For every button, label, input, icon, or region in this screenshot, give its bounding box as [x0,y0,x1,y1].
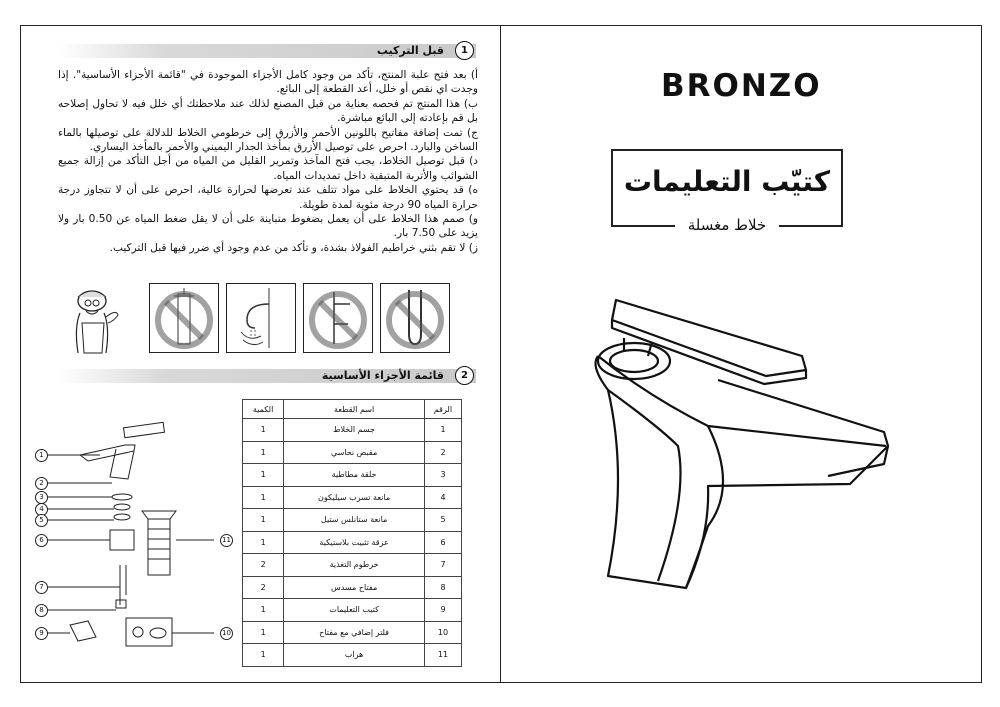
plumber-mascot-icon [64,283,128,355]
illustration-no-damage [149,283,219,353]
callout-6: 6 [35,534,48,547]
illustration-no-heat [303,283,373,353]
cell-quantity: 1 [243,599,284,622]
instruction-a: أ) بعد فتح علبة المنتج، تأكد من وجود كامل الأجزاء الموجودة في "قائمة الأجزاء الأساسية". إذا وجدت اي نقص أو خلل، أعد القطعة إلى البائع. [58,69,478,96]
cell-part-name: فلتر إضافي مع مفتاح [284,621,425,644]
cell-number: 6 [424,531,461,554]
table-row [243,509,462,532]
section-title: قبل التركيب [376,44,444,57]
header-quantity: الكمية [243,400,284,419]
cell-number: 5 [424,509,461,532]
callout-11: 11 [220,534,233,547]
cell-number: 11 [424,644,461,667]
instructions-text [58,68,478,255]
table-row [243,554,462,577]
section-number: 2 [455,366,474,385]
section-title: قائمة الأجزاء الأساسية [321,369,444,382]
cell-part-name: جسم الخلاط [284,419,425,442]
cell-part-name: كتيب التعليمات [284,599,425,622]
booklet-title: كتيّب التعليمات [623,165,831,198]
table-row [243,464,462,487]
cell-quantity: 1 [243,419,284,442]
faucet-illustration [588,296,898,596]
callout-2: 2 [35,477,48,490]
cell-number: 10 [424,621,461,644]
cell-part-name: مانعة تسرب سيليكون [284,486,425,509]
callout-10: 10 [220,627,233,640]
instruction-f: و) صمم هذا الخلاط على أن يعمل بضغوط متباينة على أن لا يقل ضغط المياه عن 0.50 بار ولا يزيد على 7.50 بار. [58,213,479,240]
callout-8: 8 [35,604,48,617]
parts-exploded-diagram [30,415,240,655]
cell-part-name: مقبض نحاسي [284,441,425,464]
cell-quantity: 1 [243,464,284,487]
cell-part-name: مانعة ستانلس ستيل [284,509,425,532]
brand-logo: BRONZO [661,68,822,104]
section-number: 1 [455,41,474,60]
instruction-c: ج) تمت إضافة مفاتيح باللونين الأحمر والأزرق إلى خرطومي الخلاط للدلالة على توصيلها بالماء الساخن والبارد. احرص على توصيل الأزرق بمأخذ الجدار اليميني والأحمر بالمأخذ اليساري. [58,126,478,154]
callout-1: 1 [35,449,48,462]
table-row [243,576,462,599]
instruction-d: د) قبل توصيل الخلاط، يجب فتح المآخذ وتمرير القليل من المياه من أجل التأكد من إزالة جميع الشوائب والأتربة المتبقية داخل تمديدات المياه. [58,155,478,182]
cell-number: 3 [424,464,461,487]
cell-quantity: 1 [243,441,284,464]
table-row [243,486,462,509]
cell-quantity: 1 [243,621,284,644]
instruction-e: ه) قد يحتوي الخلاط على مواد تتلف عند تعرضها لحرارة عالية، احرص على أن لا تتجاوز درجة حرارة المياه 90 درجة مئوية لمدة طويلة. [58,184,478,211]
cell-part-name: هراب [284,644,425,667]
cell-part-name: حلقة مطاطية [284,464,425,487]
table-row [243,599,462,622]
cell-number: 9 [424,599,461,622]
section-header-parts-list [58,369,476,383]
callout-5: 5 [35,514,48,527]
callout-7: 7 [35,581,48,594]
table-row [243,419,462,442]
cell-quantity: 2 [243,576,284,599]
cell-quantity: 1 [243,644,284,667]
header-number: الرقم [424,400,461,419]
cell-number: 2 [424,441,461,464]
cell-part-name: عزقة تثبيت بلاستيكية [284,531,425,554]
callout-9: 9 [35,627,48,640]
cell-number: 4 [424,486,461,509]
cell-number: 7 [424,554,461,577]
parts-table [242,399,462,667]
instruction-g: ز) لا تقم بثني خراطيم الفولاذ بشدة، و تأكد من عدم وجود أي ضرر فيها قبل التركيب. [109,241,478,254]
illustration-flush-pipes [226,283,296,353]
cell-quantity: 1 [243,531,284,554]
booklet-subtitle: خلاط مغسلة [675,213,779,237]
table-row [243,644,462,667]
instruction-b: ب) هذا المنتج تم فحصه بعناية من قبل المصنع لذلك عند ملاحظتك أي خلل فيه لا تحاول إصلاحه بل قم بإعادته إلى البائع مباشرة. [58,97,478,125]
table-header-row [243,400,462,419]
cell-quantity: 1 [243,486,284,509]
page-divider [500,25,501,683]
cell-part-name: مفتاح مسدس [284,576,425,599]
cell-part-name: خرطوم التغذية [284,554,425,577]
callout-4: 4 [35,503,48,516]
cell-quantity: 1 [243,509,284,532]
table-row [243,621,462,644]
cell-quantity: 2 [243,554,284,577]
cell-number: 1 [424,419,461,442]
section-header-before-install [58,44,476,58]
header-part-name: اسم القطعة [284,400,425,419]
callout-3: 3 [35,491,48,504]
cell-number: 8 [424,576,461,599]
table-row [243,441,462,464]
table-row [243,531,462,554]
illustration-no-bending-hoses [380,283,450,353]
